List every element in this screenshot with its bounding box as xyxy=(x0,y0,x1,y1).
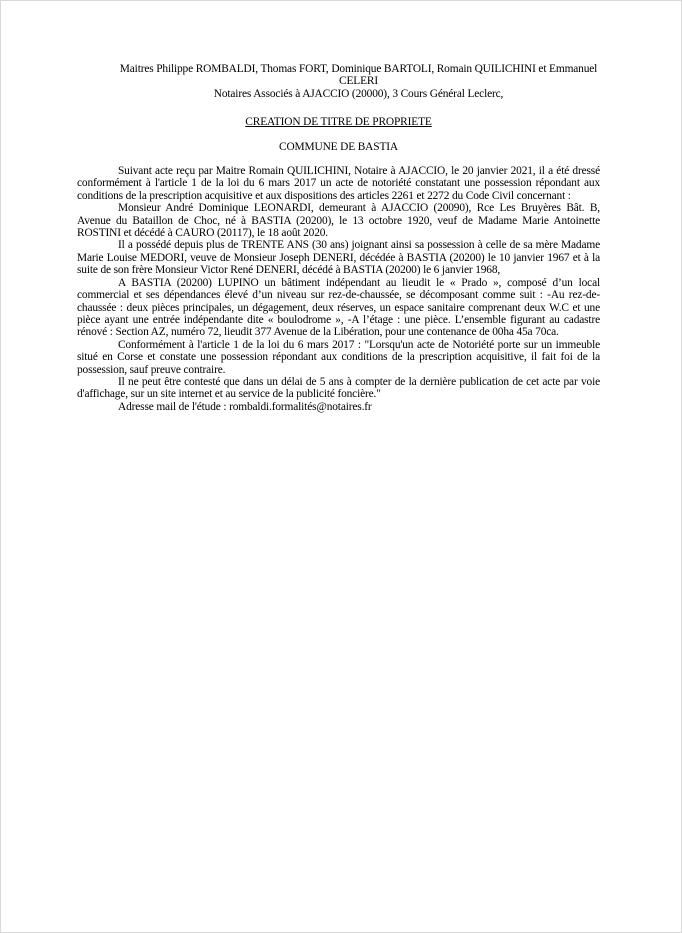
notary-address: Notaires Associés à AJACCIO (20000), 3 Cours Général Leclerc, xyxy=(213,87,504,100)
document-title: CREATION DE TITRE DE PROPRIETE xyxy=(245,116,432,129)
notary-header xyxy=(77,63,600,100)
document-body xyxy=(77,63,600,413)
paragraph-acte: Suivant acte reçu par Maitre Romain QUILICHINI, Notaire à AJACCIO, le 20 janvier 2021, il a été dressé conformément à l'article 1 de la loi du 6 mars 2017 un acte de notoriété constatant une possession répondant aux conditions de la prescription acquisitive et aux dispositions des articles 2261 et 2272 du Code Civil concernant : xyxy=(77,165,600,202)
paragraph-law: Conformément à l'article 1 de la loi du 6 mars 2017 : "Lorsqu'un acte de Notoriété porte sur un immeuble situé en Corse et constate une possession répondant aux conditions de la prescription acquisitive, il fait foi de la possession, sauf preuve contraire. xyxy=(77,338,600,376)
paragraph-possessor: Monsieur André Dominique LEONARDI, demeurant à AJACCIO (20090), Rce Les Bruyères Bât. B, Avenue du Bataillon de Choc, né à BASTIA (20200), le 13 octobre 1920, veuf de Madame Marie Antoinette ROSTINI et décédé à CAURO (20117), le 18 août 2020. xyxy=(77,202,600,240)
paragraph-email: Adresse mail de l'étude : rombaldi.formalités@notaires.fr xyxy=(118,400,372,413)
commune-heading: COMMUNE DE BASTIA xyxy=(279,140,398,153)
notary-names: Maitres Philippe ROMBALDI, Thomas FORT, Dominique BARTOLI, Romain QUILICHINI et Emmanuel CELERI xyxy=(119,63,598,88)
paragraph-contest: Il ne peut être contesté que dans un délai de 5 ans à compter de la dernière publication de cet acte par voie d'affichage, sur un site internet et au service de la publicité foncière." xyxy=(77,375,600,401)
paragraph-possession: Il a possédé depuis plus de TRENTE ANS (30 ans) joignant ainsi sa possession à celle de sa mère Madame Marie Louise MEDORI, veuve de Monsieur Joseph DENERI, décédée à BASTIA (20200) le 10 janvier 1967 et à la suite de son frère Monsieur Victor René DENERI, décédé à BASTIA (20200) le 6 janvier 1968, xyxy=(77,239,600,277)
paragraph-property: A BASTIA (20200) LUPINO un bâtiment indépendant au lieudit le « Prado », composé d’un local commercial et ses dépendances élevé d’un niveau sur rez-de-chaussée, se décomposant comme suit : -Au rez-de-chaussée : deux pièces principales, un dégagement, deux réserves, un espace sanitaire comprenant deux W.C et une pièce ayant une entrée indépendante dite « boulodrome », -A l’étage : une pièce. L’ensemble figurant au cadastre rénové : Section AZ, numéro 72, lieudit 377 Avenue de la Libération, pour une contenance de 00ha 45a 70ca. xyxy=(77,276,600,339)
